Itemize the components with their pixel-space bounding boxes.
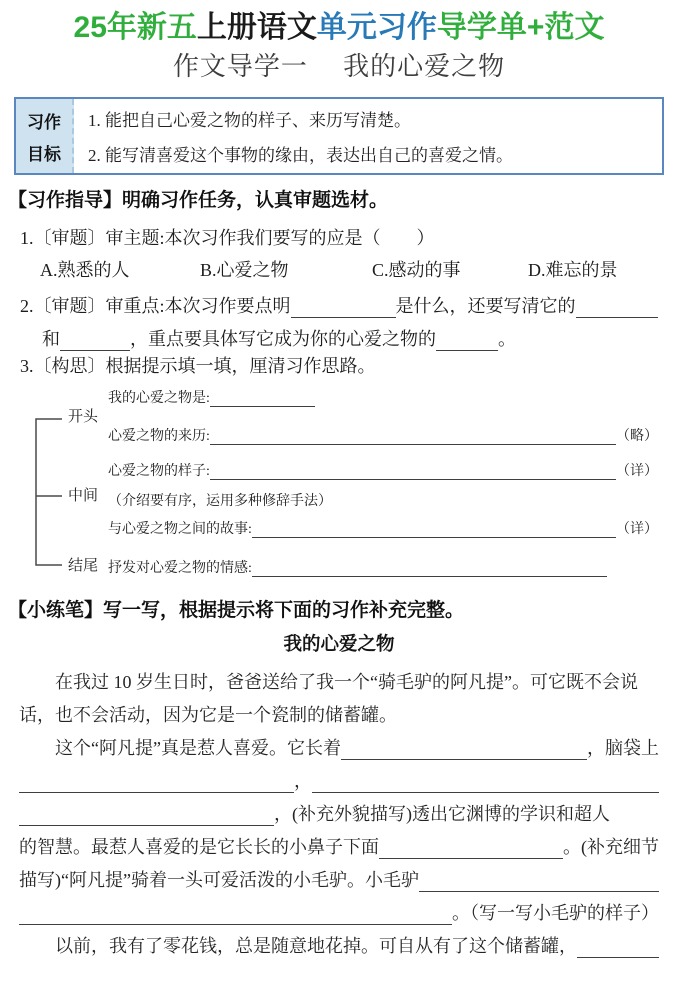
option-choice: C.感动的事 [372, 260, 461, 280]
page-subtitle: 作文导学一 我的心爱之物 [172, 51, 506, 81]
fill-in-blank [252, 522, 616, 538]
fill-in-blank [312, 770, 659, 793]
goal-item-list [74, 99, 662, 173]
title-part: 导学单+范文 [436, 11, 605, 44]
text-line [108, 518, 658, 538]
text-segment: 和 [42, 329, 60, 349]
text-segment: 与心爱之物之间的故事: [108, 522, 252, 537]
text-line [108, 460, 658, 480]
text-segment: 以前，我有了零花钱，总是随意地花掉。可自从有了这个储蓄罐， [55, 936, 577, 956]
question-1: 1.〔审题〕审主题:本次习作我们要写的应是（ ） [20, 228, 435, 248]
goal-item: 1. 能把自己心爱之物的样子、来历写清楚。 [88, 111, 411, 130]
essay-outline [20, 385, 658, 585]
title-part: 25年新五 [73, 11, 197, 44]
guide-section-header: 【习作指导】明确习作任务，认真审题选材。 [8, 190, 389, 211]
fill-in-blank [19, 770, 294, 793]
fill-in-blank [436, 328, 498, 351]
text-segment: （略） [616, 429, 658, 444]
page-title [0, 10, 678, 46]
text-segment: 话，也不会活动，因为它是一个瓷制的储蓄罐。 [19, 705, 397, 725]
writing-goal-box [14, 97, 664, 175]
question-1-options [40, 255, 658, 285]
text-segment: 。 [498, 329, 516, 349]
option-choice: B.心爱之物 [200, 260, 289, 280]
text-line [19, 793, 659, 826]
essay-body [19, 661, 659, 958]
text-line [19, 892, 659, 925]
outline-label-middle: 中间 [68, 488, 99, 504]
text-line [20, 318, 658, 351]
fill-in-blank [341, 737, 587, 760]
fill-in-blank [576, 295, 659, 318]
fill-in-blank [252, 561, 607, 577]
fill-in-blank [19, 803, 274, 826]
text-segment: 心爱之物的来历: [108, 429, 210, 444]
text-segment: 。（写一写小毛驴的样子） [452, 903, 659, 923]
text-line [108, 557, 658, 577]
text-segment: 的智慧。最惹人喜爱的是它长长的小鼻子下面 [19, 837, 379, 857]
fill-in-blank [291, 295, 396, 318]
fill-in-blank [577, 935, 659, 958]
text-segment: （详） [616, 522, 658, 537]
text-segment: ，重点要具体写它成为你的心爱之物的 [130, 329, 436, 349]
text-segment: 。(补充细节 [563, 837, 659, 857]
fill-in-blank [210, 391, 315, 407]
goal-label-line1: 习作 [27, 112, 61, 132]
practice-section-header: 【小练笔】写一写，根据提示将下面的习作补充完整。 [8, 600, 465, 621]
fill-in-blank [419, 869, 659, 892]
text-line [19, 925, 659, 958]
goal-label-line2: 目标 [27, 144, 61, 164]
text-line [19, 826, 659, 859]
fill-in-blank [210, 464, 616, 480]
text-segment: 我的心爱之物是: [108, 391, 210, 406]
text-segment: 是什么，还要写清它的 [395, 296, 576, 316]
option-choice: D.难忘的景 [528, 260, 618, 280]
outline-rows [108, 385, 658, 577]
goal-box-label [16, 99, 74, 173]
outline-bracket-icon [34, 415, 64, 571]
worksheet-page [0, 10, 678, 958]
goal-item: 2. 能写清喜爱这个事物的缘由，表达出自己的喜爱之情。 [88, 146, 513, 165]
outline-label-beginning: 开头 [68, 409, 99, 425]
text-segment: 心爱之物的样子: [108, 464, 210, 479]
text-line [20, 285, 658, 318]
text-line [108, 387, 658, 407]
text-segment: ， [294, 771, 312, 791]
text-line [19, 661, 659, 694]
text-line [19, 859, 659, 892]
text-line [19, 694, 659, 727]
question-3: 3.〔构思〕根据提示填一填，厘清习作思路。 [20, 356, 376, 376]
text-line [19, 760, 659, 793]
essay-title: 我的心爱之物 [283, 633, 395, 654]
text-segment: 2.〔审题〕审重点:本次习作要点明 [20, 296, 291, 316]
option-choice: A.熟悉的人 [40, 260, 130, 280]
text-segment: 抒发对心爱之物的情感: [108, 561, 252, 576]
fill-in-blank [210, 429, 616, 445]
text-line [19, 727, 659, 760]
fill-in-blank [379, 836, 563, 859]
title-part: 上册语文 [196, 11, 317, 44]
outline-label-ending: 结尾 [68, 558, 99, 574]
text-line [108, 425, 658, 445]
text-segment: （详） [616, 464, 658, 479]
fill-in-blank [60, 328, 130, 351]
text-segment: （介绍要有序，运用多种修辞手法） [108, 494, 332, 509]
text-segment: ，脑袋上 [587, 738, 659, 758]
text-segment: 这个“阿凡提”真是惹人喜爱。它长着 [55, 738, 341, 758]
text-line [108, 490, 658, 510]
title-part: 单元习作 [316, 11, 437, 44]
text-segment: 在我过 10 岁生日时，爸爸送给了我一个“骑毛驴的阿凡提”。可它既不会说 [55, 672, 638, 692]
question-2 [20, 285, 658, 351]
text-segment: 描写)“阿凡提”骑着一头可爱活泼的小毛驴。小毛驴 [19, 870, 419, 890]
fill-in-blank [19, 902, 452, 925]
text-segment: ，(补充外貌描写)透出它渊博的学识和超人 [274, 804, 610, 824]
